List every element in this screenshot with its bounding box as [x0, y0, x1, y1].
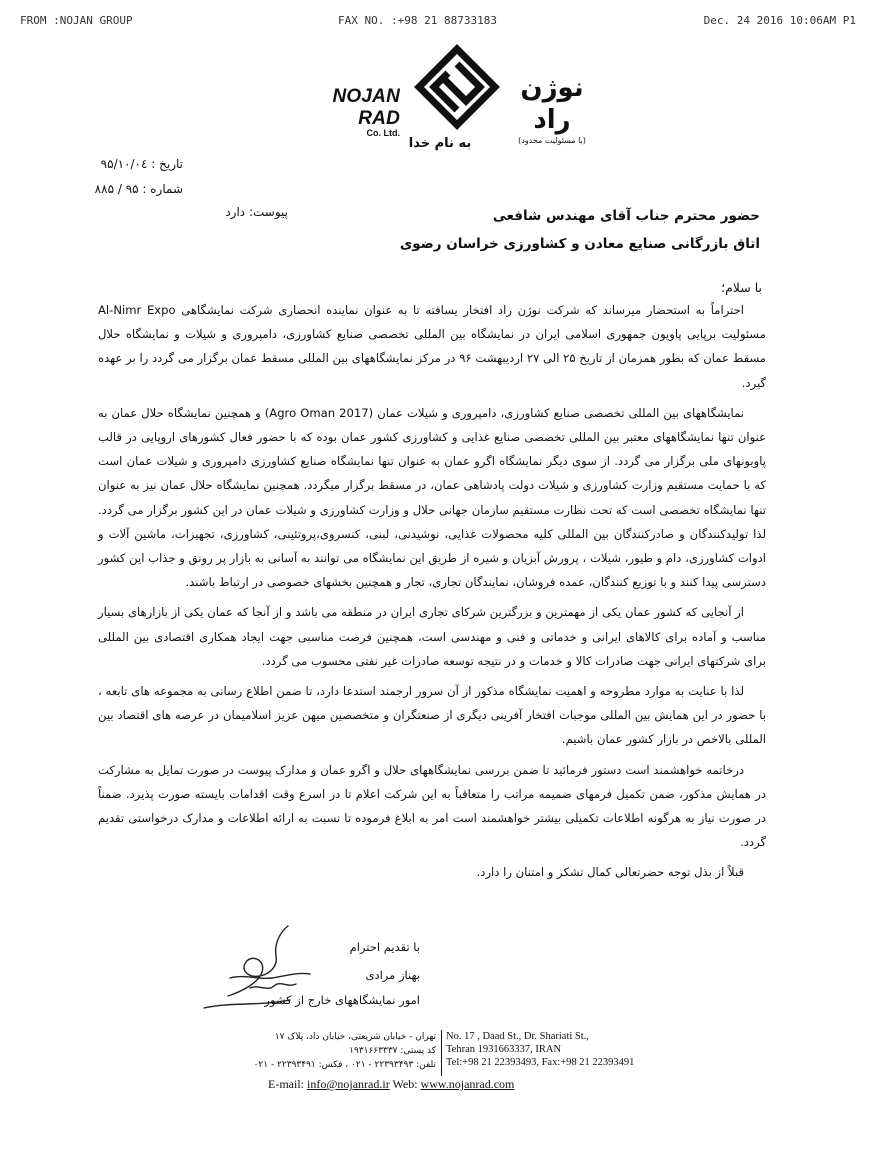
body-paragraph: احتراماً به استحضار میرساند که شرکت نوژن راد افتخار یسافته تا به عنوان نماینده انحصاری شرکت نمایشگاهی Al-Nimr Expo مسئولیت برپایی پاویون جمهوری اسلامی ایران در نمایشگاه بین المللی تخصصی صنایع کشاورزی، دامپروری و شیلات و نمایشگاه حلال مسقط عمان که بطور همزمان از تاریخ ۲۵ الی ۲۷ اردیبهشت ۹۶ در مرکز نمایشگاههای بین المللی مسقط عمان برگزار می گردد را بر عهده گیرد.	[98, 303, 767, 390]
signature-name: بهناز مرادی	[365, 968, 420, 982]
fax-from: FROM :NOJAN GROUP	[20, 14, 133, 27]
letter-attachment: پیوست: دارد	[225, 205, 288, 219]
footer-web-link[interactable]: www.nojanrad.com	[420, 1077, 515, 1091]
body-paragraph: قبلاً از بذل توجه حضرتعالی کمال تشکر و امتنان را دارد.	[476, 865, 744, 880]
fax-header	[20, 14, 856, 28]
footer-address-fa	[232, 1030, 436, 1072]
company-name-en-main: NOJAN RAD	[332, 86, 400, 129]
letter-date-label: تاریخ :	[151, 157, 183, 171]
fax-number: FAX NO. :+98 21 88733183	[338, 14, 497, 27]
greeting: با سلام؛	[721, 280, 762, 295]
footer-email-label: E-mail:	[268, 1077, 304, 1091]
footer-web-label: Web:	[392, 1077, 418, 1091]
footer-email-link[interactable]: info@nojanrad.ir	[307, 1077, 390, 1091]
body-paragraph: نمایشگاههای بین المللی تخصصی صنایع کشاورزی، دامپروری و شیلات عمان (Agro Oman 2017) و همچنین نمایشگاه حلال عمان به عنوان تنها نمایشگاههای معتبر بین المللی تخصصی صنایع غذایی و کشاورزی کشور عمان بوده که با حضور فعال کشورهای اروپایی در قالب پاویونهای ملی برگزار می گردد. از سوی دیگر نمایشگاه اگرو عمان به عنوان تنها نمایشگاه صنایع کشاورزی دامپروری و شیلات عمان است که با حمایت مستقیم وزارت کشاورزی و شیلات دولت پادشاهی عمان، در مسقط برگزار میگردد. همچنین نمایشگاه حلال عمان نیز به عنوان تنها نمایشگاه تخصصی است که تحت نظارت مستقیم سازمان جهانی حلال و وزارت کشاورزی و شیلات عمان در این کشور برگزار می گردد. لذا تولیدکنندگان و صادرکنندگان بین المللی کلیه محصولات غذایی، نوشیدنی، لبنی، کنسروی،پروتئینی، کشاورزی، تجهیزات، ماشین آلات و ادوات کشاورزی، دام و طیور، شیلات ، پرورش آبزیان و شیره از طریق این نمایشگاه می توانند به آسانی به بازار پر رونق و جذاب این کشور دسترسی پیدا کنند و با توزیع کنندگان، عمده فروشان، نمایندگان تجاری، تجار و همچنین بخشهای خصوصی در ارتباط باشند.	[98, 405, 766, 590]
letter-number-label: شماره :	[142, 182, 183, 196]
invocation: به نام خدا	[408, 136, 472, 151]
footer-phone-fa: تلفن: ۲۲۳۹۳۴۹۳ - ۰۲۱ ، فکس: ۲۲۳۹۳۴۹۱ - ۰۲۱	[253, 1060, 436, 1070]
recipient-organization: اتاق بازرگانی صنایع معادن و کشاورزی خراسان رضوی	[399, 236, 760, 252]
company-name-fa-main: نوژن راد	[520, 73, 584, 135]
signature-closing: با تقدیم احترام	[349, 940, 420, 954]
company-logo-icon	[414, 44, 500, 130]
company-name-fa-sub: (با مسئولیت محدود)	[518, 136, 586, 145]
letter-body	[98, 298, 766, 891]
body-paragraph: از آنجایی که کشور عمان یکی از مهمترین و بزرگترین شرکای تجاری ایران در منطقه می باشد و از آنجا که عمان یکی از بازارهای بسیار مناسب و آماده برای کالاهای ایرانی و خدماتی و فنی و مهندسی است، همچنین فرصت مناسبی جهت ایجاد همکاری اقتصادی بین المللی برای شرکتهای ایرانی جهت صادرات کالا و خدمات و در نتیجه توسعه صادرات غیر نفتی محسوب می گردد.	[98, 605, 766, 668]
letter-date	[88, 157, 183, 171]
company-name-en	[294, 86, 400, 138]
letter-number-value: ۹۵ / ۸۸۵	[94, 182, 139, 196]
fax-date-page: Dec. 24 2016 10:06AM P1	[703, 14, 856, 27]
footer-address-en	[446, 1030, 666, 1069]
signature-title: امور نمایشگاههای خارج از کشور	[264, 993, 420, 1007]
footer-postal-fa: کد پستی: ۱۹۳۱۶۶۳۳۳۷	[349, 1046, 436, 1056]
footer-address-en-street: No. 17 , Daad St., Dr. Shariati St.,	[446, 1031, 589, 1042]
footer-phone-en: Tel:+98 21 22393493, Fax:+98 21 22393491	[446, 1057, 635, 1068]
footer-postal-en: Tehran 1931663337, IRAN	[446, 1044, 562, 1055]
recipient-name: حضور محترم جناب آقای مهندس شافعی	[492, 208, 760, 224]
footer-address-fa-street: تهران - خیابان شریعتی، خیابان داد، پلاک ۱۷	[274, 1032, 436, 1042]
letter-number	[88, 182, 183, 196]
body-paragraph: لذا با عنایت به موارد مطروحه و اهمیت نمایشگاه مذکور از آن سرور ارجمند استدعا دارد، تا ضمن اطلاع رسانی به مجموعه های تابعه ، با حضور در این همایش بین المللی موجبات افتخار آفرینی دیگری از صنعتگران و متخصصین میهن عزیز اسلامیمان در عرصه های اقتصاد بین المللی بالاخص در بازار کشور عمان باشیم.	[98, 684, 766, 747]
footer-divider	[441, 1030, 442, 1076]
letter-date-value: ۹۵/۱۰/۰٤	[100, 157, 148, 171]
footer-contact	[268, 1077, 588, 1092]
company-name-fa	[504, 72, 600, 145]
company-name-en-sub: Co. Ltd.	[366, 128, 400, 138]
body-paragraph: درخاتمه خواهشمند است دستور فرمائید تا ضمن بررسی نمایشگاههای حلال و اگرو عمان و مدارک پیوست در صورت تمایل به مشارکت در همایش مذکور، ضمن تکمیل فرمهای ضمیمه مراتب را متعاقباً به این شرکت اعلام تا در اسرع وقت اقدامات بایسته صورت پذیرد. ضمناً در صورت نیاز به هرگونه اطلاعات تکمیلی بیشتر خواهشمند است امر به ابلاغ فرموده تا نسبت به ارائه اطلاعات و مدارک درخواستی تقدیم گردد.	[98, 762, 766, 850]
